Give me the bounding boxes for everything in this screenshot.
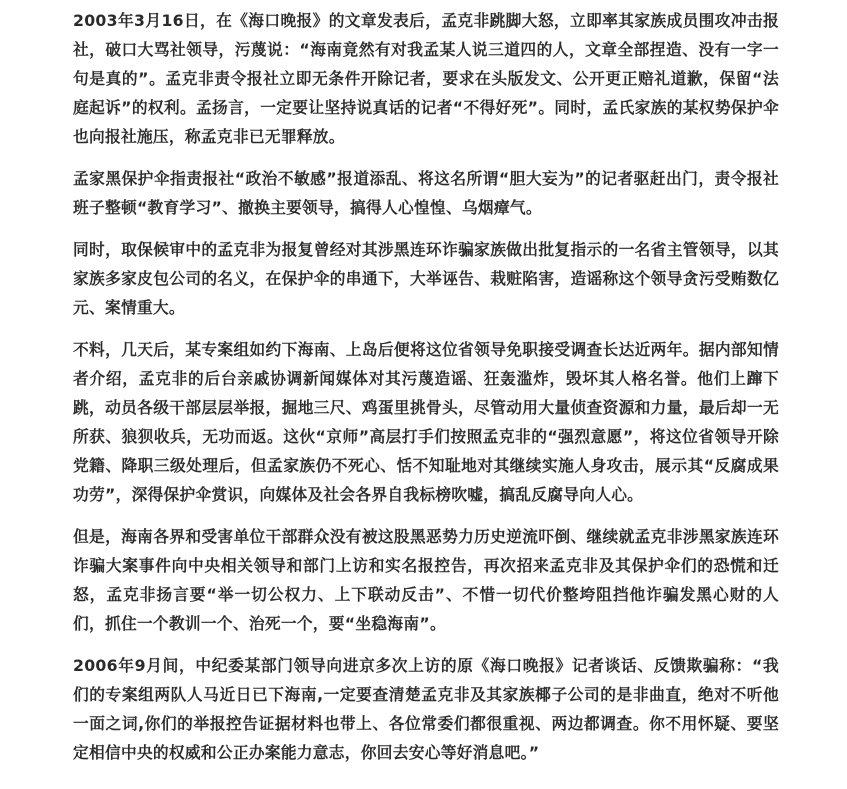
article-body	[73, 6, 779, 780]
article-paragraph-5: 但是，海南各界和受害单位干部群众没有被这股黑恶势力历史逆流吓倒、继续就孟克非涉黑家族连环诈骗大案事件向中央相关领导和部门上访和实名报控告，再次招来孟克非及其保护伞们的恐慌和迁怒，孟克非扬言要“举一切公权力、上下联动反击”、不惜一切代价整垮阻挡他诈骗发黑心财的人们，抓住一个教训一个、治死一个，要“坐稳海南”。	[73, 527, 779, 633]
article-paragraph-6: 2006年9月间，中纪委某部门领导向进京多次上访的原《海口晚报》记者谈话、反馈欺骗称：“我们的专案组两队人马近日已下海南,一定要查清楚孟克非及其家族椰子公司的是非曲直，绝对不听他一面之词,你们的举报控告证据材料也带上、各位常委们都很重视、两边都调查。你不用怀疑、要坚定相信中央的权威和公正办案能力意志，你回去安心等好消息吧。”	[73, 656, 779, 762]
article-paragraph-4: 不料，几天后，某专案组如约下海南、上岛后便将这位省领导免职接受调查长达近两年。据内部知情者介绍，孟克非的后台亲戚协调新闻媒体对其污蔑造谣、狂轰滥炸，毁坏其人格名誉。他们上蹿下跳，动员各级干部层层举报，掘地三尺、鸡蛋里挑骨头，尽管动用大量侦查资源和力量，最后却一无所获、狼狈收兵，无功而返。这伙“京师”高层打手们按照孟克非的“强烈意愿”，将这位省领导开除党籍、降职三级处理后，但孟家族仍不死心、恬不知耻地对其继续实施人身攻击，展示其“反腐成果功劳”，深得保护伞赏识，向媒体及社会各界自我标榜吹嘘，搞乱反腐导向人心。	[73, 340, 779, 504]
article-paragraph-1: 2003年3月16日，在《海口晚报》的文章发表后，孟克非跳脚大怒，立即率其家族成员围攻冲击报社，破口大骂社领导，污蔑说：“海南竟然有对我孟某人说三道四的人，文章全部捏造、没有一字一句是真的”。孟克非责令报社立即无条件开除记者，要求在头版发文、公开更正赔礼道歉，保留“法庭起诉”的权利。孟扬言，一定要让坚持说真话的记者“不得好死”。同时，孟氏家族的某权势保护伞也向报社施压，称孟克非已无罪释放。	[73, 11, 779, 146]
article-paragraph-3: 同时，取保候审中的孟克非为报复曾经对其涉黑连环诈骗家族做出批复指示的一名省主管领导，以其家族多家皮包公司的名义，在保护伞的串通下，大举诬告、栽赃陷害，造谣称这个领导贪污受贿数亿元、案情重大。	[73, 240, 779, 317]
article-paragraph-2: 孟家黑保护伞指责报社“政治不敏感”报道添乱、将这名所谓“胆大妄为”的记者驱赶出门，责令报社班子整顿“教育学习”、撤换主要领导，搞得人心惶惶、乌烟瘴气。	[73, 169, 779, 217]
